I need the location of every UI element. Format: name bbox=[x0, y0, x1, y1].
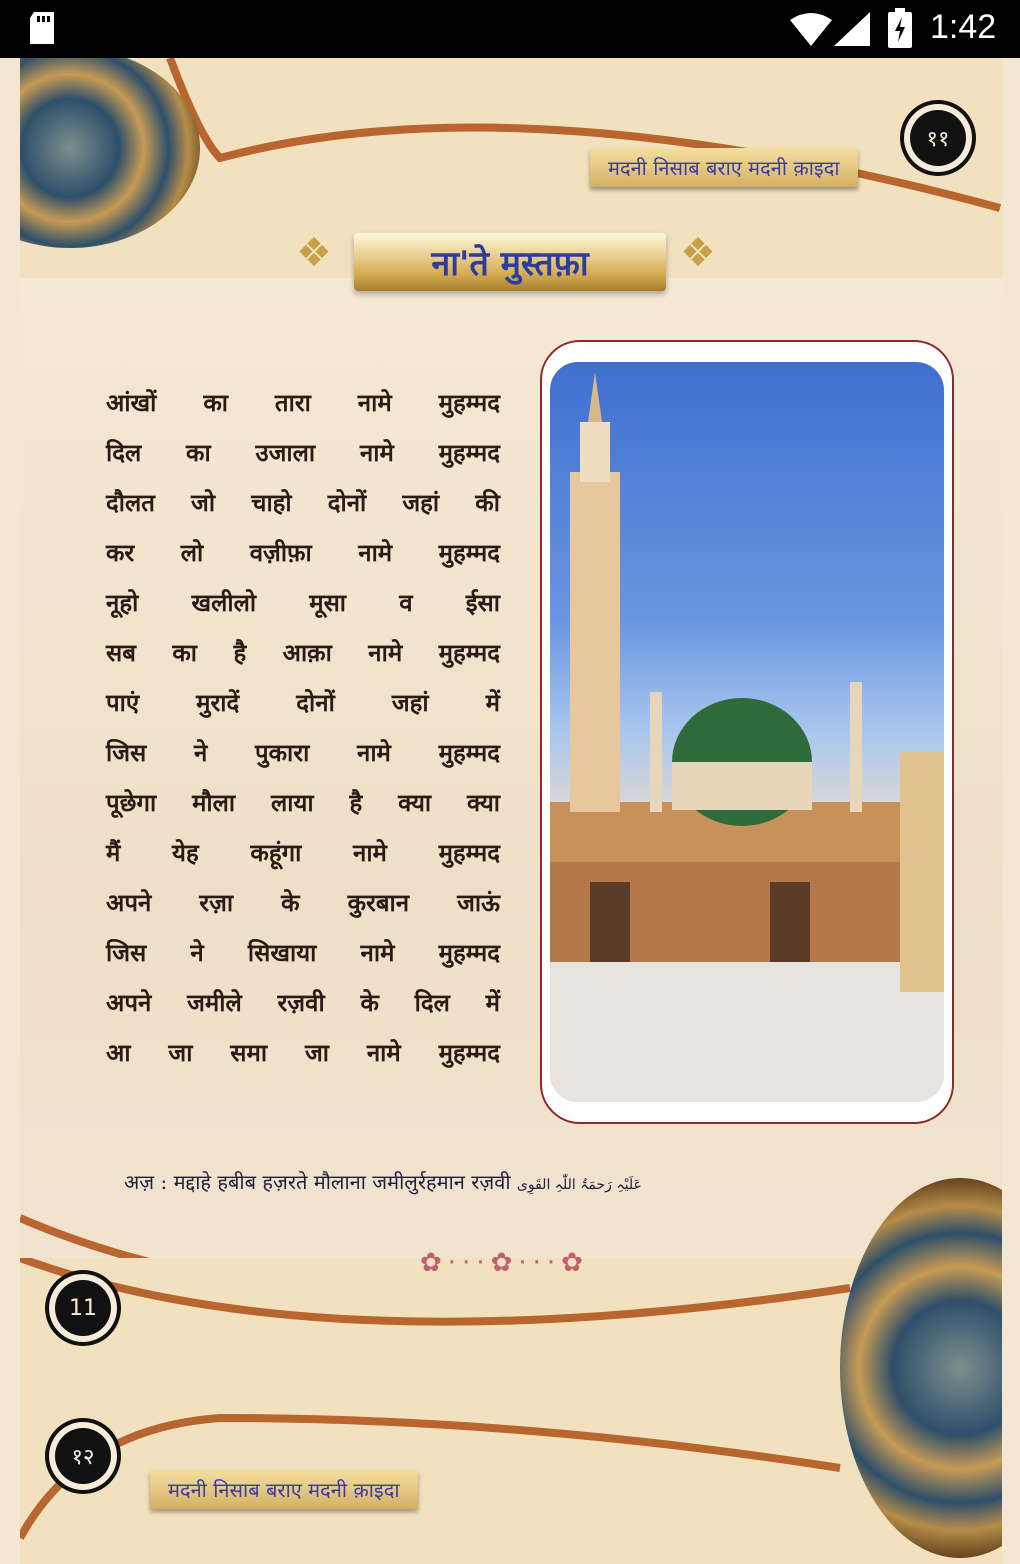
poem-word: की bbox=[475, 488, 500, 517]
poem-word: लाया bbox=[271, 788, 314, 817]
poem-word: उजाला bbox=[255, 438, 316, 467]
status-bar bbox=[0, 0, 1020, 58]
poem-line bbox=[106, 1028, 500, 1078]
poem-word: व bbox=[399, 588, 413, 617]
poem-word: जहां bbox=[402, 488, 440, 517]
signal-icon bbox=[834, 12, 870, 46]
poem-word: दोनों bbox=[296, 688, 335, 717]
book-page[interactable] bbox=[20, 58, 1002, 1564]
poem-word: कुरबान bbox=[347, 888, 410, 917]
poem-word: जहां bbox=[391, 688, 429, 717]
poem-word: नामे bbox=[357, 738, 391, 767]
poem-word: का bbox=[186, 438, 211, 467]
poem-word: नामे bbox=[366, 1038, 401, 1067]
poem-word: येह bbox=[172, 838, 199, 867]
poem-line bbox=[106, 578, 500, 628]
poem-word: आ bbox=[106, 1038, 131, 1067]
poem-word: चाहो bbox=[251, 488, 292, 517]
poem-word: है bbox=[233, 638, 247, 667]
poem-word: पाएं bbox=[106, 688, 140, 717]
poem-line bbox=[106, 478, 500, 528]
poem-line bbox=[106, 378, 500, 428]
poem-word: आक़ा bbox=[282, 638, 332, 667]
poem-word: नामे bbox=[357, 388, 392, 417]
mosque-photo-frame bbox=[540, 340, 954, 1124]
poem-word: में bbox=[485, 688, 500, 717]
poem-word: मुहम्मद bbox=[438, 388, 500, 417]
poem-word: में bbox=[485, 988, 500, 1017]
poem-word: नामे bbox=[359, 438, 394, 467]
poem-word: नामे bbox=[353, 838, 387, 867]
poem-line bbox=[106, 778, 500, 828]
poem-word: कर bbox=[106, 538, 135, 567]
page-title: ना'ते मुस्तफ़ा bbox=[354, 233, 666, 291]
poem-word: खलीलो bbox=[191, 588, 257, 617]
poem-word: ईसा bbox=[465, 588, 500, 617]
poem-word: दौलत bbox=[106, 488, 155, 517]
poem-word: जा bbox=[304, 1038, 329, 1067]
poem-text bbox=[106, 378, 500, 1078]
poem-word: रज़ा bbox=[199, 888, 234, 917]
poem-word: ने bbox=[190, 938, 204, 967]
poem-word: ने bbox=[193, 738, 208, 767]
poem-word: जिस bbox=[106, 938, 147, 967]
poem-word: मुहम्मद bbox=[438, 938, 500, 967]
poem-word: के bbox=[281, 888, 300, 917]
page-header-ribbon: मदनी निसाब बराए मदनी क़ाइदा bbox=[590, 148, 858, 187]
poem-word: मुहम्मद bbox=[438, 738, 500, 767]
poem-word: समा bbox=[230, 1038, 268, 1067]
poem-line bbox=[106, 828, 500, 878]
poem-word: नूहो bbox=[106, 588, 139, 617]
poem-word: सिखाया bbox=[247, 938, 317, 967]
poem-word: क्या bbox=[466, 788, 500, 817]
poem-word: पुकारा bbox=[254, 738, 310, 767]
poem-word: नामे bbox=[360, 938, 395, 967]
poem-word: दोनों bbox=[327, 488, 367, 517]
poem-word: मैं bbox=[106, 838, 121, 867]
poem-line bbox=[106, 628, 500, 678]
left-title-ornament-icon: ❖ bbox=[296, 230, 332, 276]
poem-word: के bbox=[360, 988, 379, 1017]
poem-line bbox=[106, 728, 500, 778]
poem-line bbox=[106, 878, 500, 928]
green-dome-mosque-image bbox=[550, 362, 944, 1102]
right-title-ornament-icon: ❖ bbox=[680, 230, 716, 276]
next-page-number-badge: १२ bbox=[55, 1428, 111, 1484]
poem-word: सब bbox=[106, 638, 136, 667]
poem-word: जिस bbox=[106, 738, 147, 767]
poem-word: दिल bbox=[414, 988, 450, 1017]
wifi-icon bbox=[790, 12, 832, 46]
poem-word: का bbox=[172, 638, 198, 667]
poem-word: मौला bbox=[192, 788, 236, 817]
poem-word: मुहम्मद bbox=[438, 638, 500, 667]
next-page-header-ribbon: मदनी निसाब बराए मदनी क़ाइदा bbox=[150, 1470, 418, 1509]
poem-word: मुहम्मद bbox=[438, 838, 500, 867]
poem-word: मूसा bbox=[309, 588, 347, 617]
poem-word: मुहम्मद bbox=[438, 1038, 500, 1067]
poet-credit: अज़ : मद्दाहे हबीब हज़रते मौलाना जमीलुर्रहमान रज़वी عَلَیْہِ رَحمَۃُ اللّٰہِ القَوِی bbox=[124, 1170, 642, 1194]
divider-ornament-icon: ✿···✿···✿ bbox=[420, 1248, 589, 1278]
poem-line bbox=[106, 978, 500, 1028]
poem-word: जा bbox=[168, 1038, 193, 1067]
poem-word: मुहम्मद bbox=[438, 438, 500, 467]
poem-word: जो bbox=[191, 488, 216, 517]
sd-card-icon bbox=[26, 10, 58, 46]
page-number-badge-top: ११ bbox=[910, 110, 966, 166]
poem-word: तारा bbox=[274, 388, 311, 417]
page-number-badge-bottom: 11 bbox=[55, 1280, 111, 1336]
poem-word: नामे bbox=[358, 538, 393, 567]
poem-line bbox=[106, 428, 500, 478]
poem-word: जमीले bbox=[187, 988, 242, 1017]
poem-line bbox=[106, 678, 500, 728]
poem-word: आंखों bbox=[106, 388, 157, 417]
poem-word: लो bbox=[180, 538, 204, 567]
battery-charging-icon bbox=[888, 8, 912, 48]
poem-line bbox=[106, 928, 500, 978]
poem-word: अपने bbox=[106, 988, 152, 1017]
poem-word: का bbox=[203, 388, 228, 417]
poem-word: अपने bbox=[106, 888, 152, 917]
poem-word: वज़ीफ़ा bbox=[249, 538, 312, 567]
poem-word: क्या bbox=[398, 788, 432, 817]
poem-line bbox=[106, 528, 500, 578]
poem-word: मुहम्मद bbox=[438, 538, 500, 567]
poem-word: नामे bbox=[368, 638, 403, 667]
poem-word: जाऊं bbox=[457, 888, 500, 917]
poem-word: है bbox=[349, 788, 363, 817]
poem-word: कहूंगा bbox=[250, 838, 302, 867]
clock: 1:42 bbox=[930, 8, 997, 46]
poem-word: पूछेगा bbox=[106, 788, 157, 817]
poem-word: दिल bbox=[106, 438, 142, 467]
poem-word: रज़वी bbox=[277, 988, 325, 1017]
poem-word: मुरादें bbox=[196, 688, 240, 717]
